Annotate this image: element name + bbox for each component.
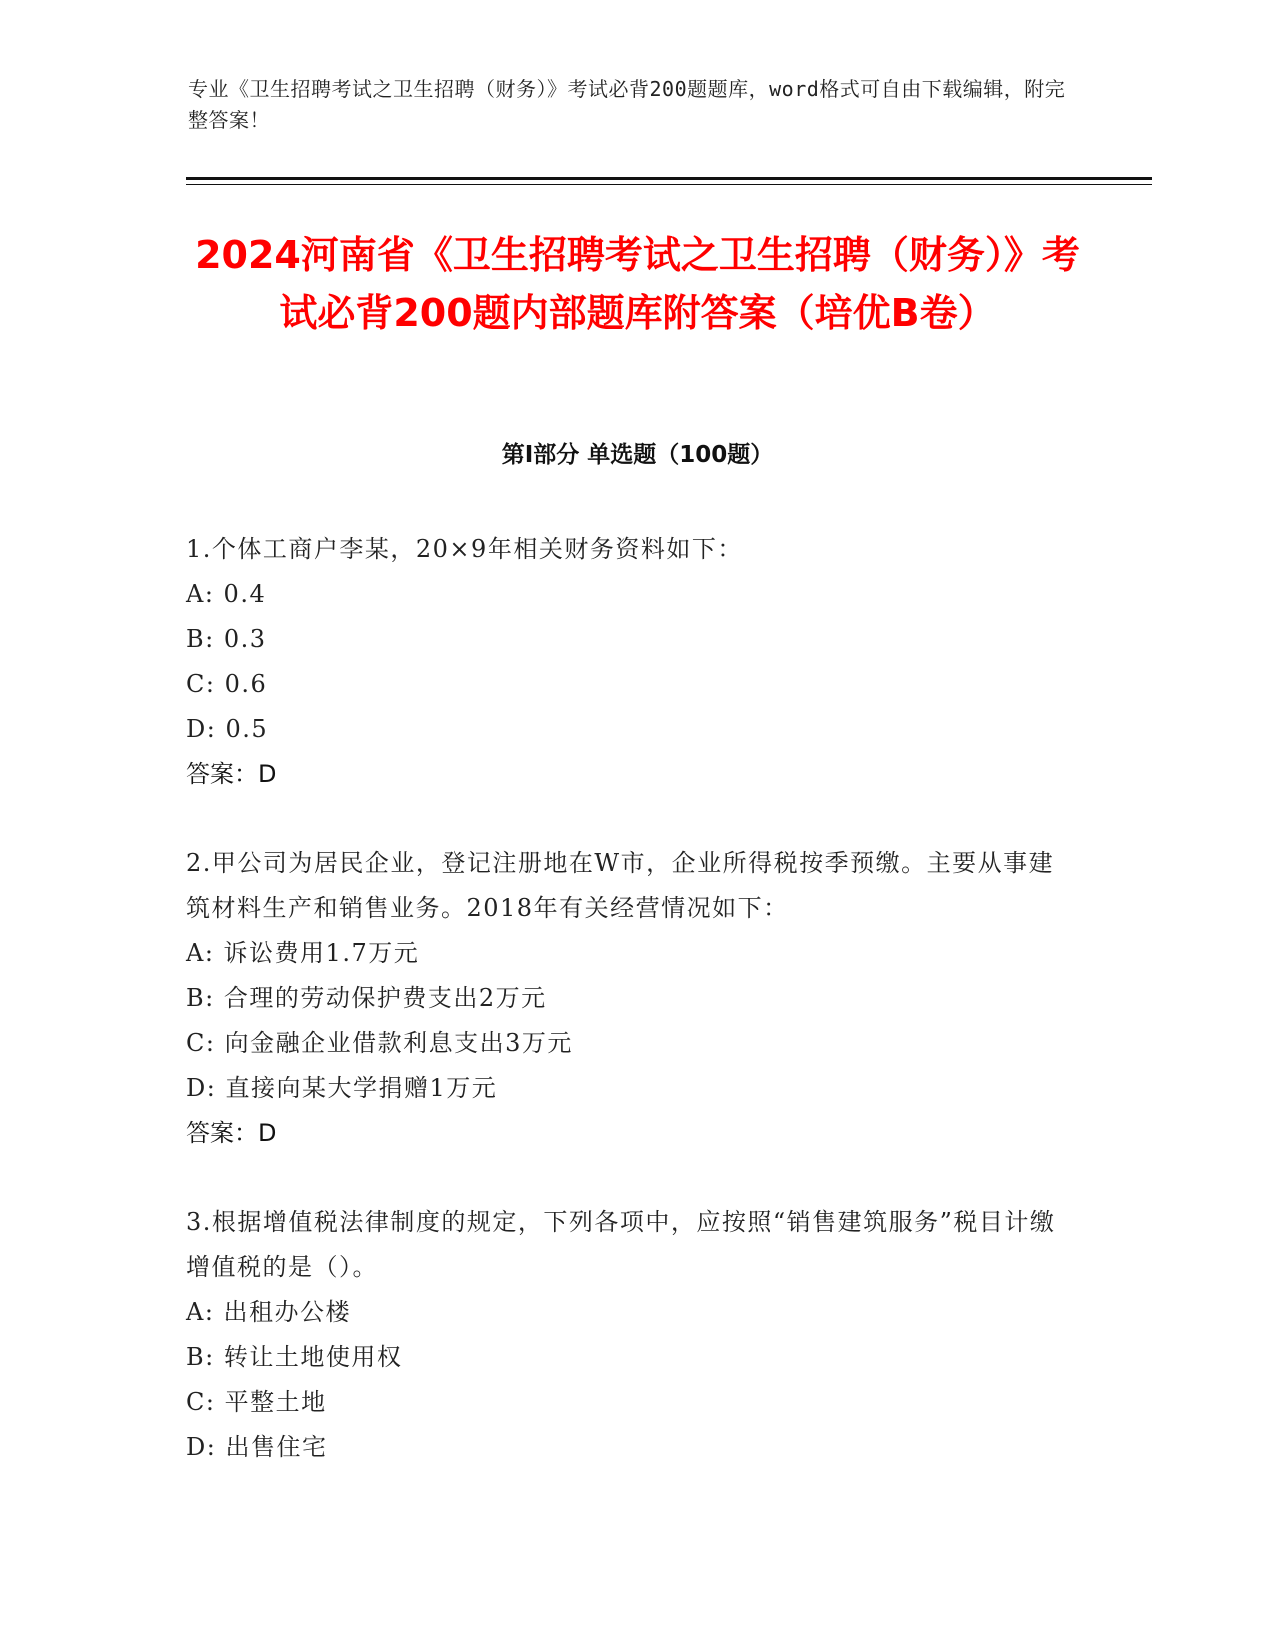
- question-stem: 1.个体工商户李某，20×9年相关财务资料如下：: [186, 535, 743, 563]
- answer: 答案：D: [186, 760, 277, 788]
- option-b: B: 0.3: [186, 625, 267, 653]
- option-a: A: 诉讼费用1.7万元: [186, 939, 420, 967]
- header-note: 专业《卫生招聘考试之卫生招聘（财务）》考试必背200题题库，word格式可自由下载编辑，附完整答案！: [188, 77, 1066, 132]
- question-2: [186, 841, 1066, 1156]
- document-title: 2024河南省《卫生招聘考试之卫生招聘（财务）》考试必背200题内部题库附答案（培优B卷）: [195, 233, 1080, 335]
- question-list: [186, 527, 1066, 1514]
- option-d: D: 出售住宅: [186, 1433, 328, 1461]
- option-b: B: 转让土地使用权: [186, 1343, 403, 1371]
- option-a: A: 出租办公楼: [186, 1298, 352, 1326]
- option-c: C: 向金融企业借款利息支出3万元: [186, 1029, 573, 1057]
- question-1: [186, 527, 1066, 797]
- header-rule-thick: [186, 177, 1152, 180]
- question-stem: 2.甲公司为居民企业，登记注册地在W市，企业所得税按季预缴。主要从事建筑材料生产和销售业务。2018年有关经营情况如下：: [186, 849, 1055, 922]
- option-a: A: 0.4: [186, 580, 267, 608]
- option-c: C: 0.6: [186, 670, 268, 698]
- section-heading: 第I部分 单选题（100题）: [501, 442, 774, 468]
- question-stem: 3.根据增值税法律制度的规定，下列各项中，应按照“销售建筑服务”税目计缴增值税的是（）。: [186, 1208, 1056, 1281]
- option-d: D: 直接向某大学捐赠1万元: [186, 1074, 498, 1102]
- option-c: C: 平整土地: [186, 1388, 327, 1416]
- header-rule-thin: [186, 184, 1152, 185]
- question-3: [186, 1200, 1066, 1470]
- option-d: D: 0.5: [186, 715, 269, 743]
- option-b: B: 合理的劳动保护费支出2万元: [186, 984, 547, 1012]
- answer: 答案：D: [186, 1119, 277, 1147]
